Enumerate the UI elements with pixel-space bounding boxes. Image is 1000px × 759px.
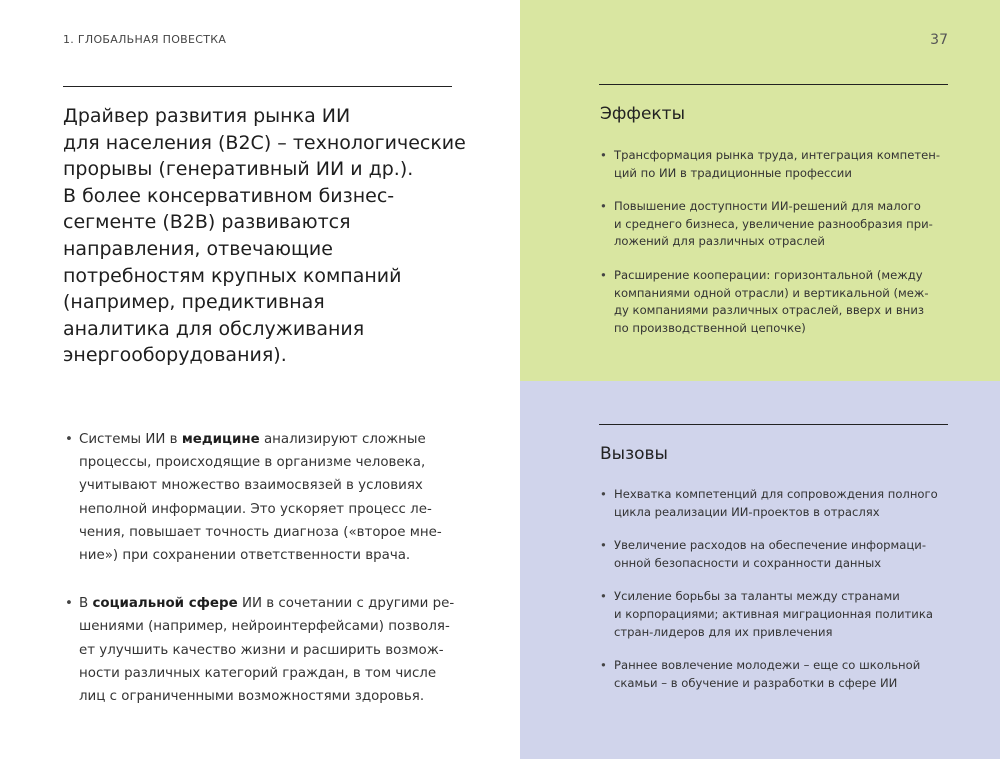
bullet-line: • Расширение кооперации: горизонтальной (между [614, 267, 923, 282]
effects-list [598, 147, 958, 353]
left-bullet-list [63, 428, 483, 733]
list-item [598, 198, 958, 251]
lead-line: аналитика для обслуживания [63, 317, 365, 340]
bullet-line: по производственной цепочке) [614, 320, 806, 335]
challenges-divider [599, 424, 948, 425]
bullet-first-line [79, 428, 483, 451]
lead-line: В более консервативном бизнес- [63, 184, 395, 207]
bullet-line: компаниями одной отрасли) и вертикальной (меж- [614, 285, 929, 300]
section-label: 1. ГЛОБАЛЬНАЯ ПОВЕСТКА [63, 33, 227, 46]
bullet-text: ИИ в сочетании с другими ре- [237, 596, 455, 612]
lead-line: сегменте (B2B) развиваются [63, 211, 351, 234]
lead-line: направления, отвечающие [63, 237, 333, 260]
lead-paragraph [63, 103, 493, 369]
bullet-text: В [79, 596, 93, 612]
bullet-line: • Трансформация рынка труда, интеграция компетен- [614, 148, 941, 162]
bullet-line: ций по ИИ в традиционные профессии [614, 165, 852, 180]
bullet-first-line [79, 592, 483, 615]
bullet-line: и среднего бизнеса, увеличение разнообразия при- [614, 216, 933, 231]
list-item [63, 592, 483, 708]
bullet-line: шениями (например, нейроинтерфейсами) позволя- [79, 619, 450, 635]
lead-line: Драйвер развития рынка ИИ [63, 105, 351, 127]
bullet-text: анализируют сложные [259, 432, 426, 447]
list-item [63, 428, 483, 567]
list-item [598, 486, 958, 521]
list-item [598, 147, 958, 182]
lead-line: потребностям крупных компаний [63, 264, 402, 287]
bullet-line: ние») при сохранении ответственности врача. [79, 548, 411, 564]
list-item [598, 657, 958, 692]
bullet-highlight: социальной сфере [92, 596, 238, 612]
bullet-text: Системы ИИ в [79, 432, 182, 447]
bullet-line: ду компаниями различных отраслей, вверх и вниз [614, 303, 925, 318]
bullet-line: процессы, происходящие в организме человека, [79, 455, 426, 471]
left-divider [63, 86, 452, 87]
bullet-line: • Раннее вовлечение молодежи – еще со школьной [614, 658, 921, 673]
bullet-line: и корпорациями; активная миграционная политика [614, 606, 933, 621]
bullet-line: • Нехватка компетенций для сопровождения полного [614, 487, 938, 501]
bullet-line: ет улучшить качество жизни и расширить возмож- [79, 642, 444, 658]
lead-line: прорывы (генеративный ИИ и др.). [63, 158, 414, 181]
bullet-line: учитывают множество взаимосвязей в условиях [79, 478, 423, 494]
effects-divider [599, 84, 948, 85]
bullet-line: онной безопасности и сохранности данных [614, 555, 882, 570]
lead-line: для населения (B2C) – технологические [63, 131, 466, 154]
bullet-line: • Усиление борьбы за таланты между странами [614, 589, 900, 604]
bullet-line: чения, повышает точность диагноза («второе мне- [79, 524, 442, 540]
page-number: 37 [930, 32, 948, 48]
challenges-title: Вызовы [600, 444, 668, 464]
bullet-line: скамьи – в обучение и разработки в сфере ИИ [614, 675, 898, 690]
lead-line: энергооборудования). [63, 344, 287, 367]
bullet-line: цикла реализации ИИ-проектов в отраслях [614, 504, 880, 519]
lead-line: (например, предиктивная [63, 291, 325, 314]
bullet-highlight: медицине [181, 432, 260, 447]
bullet-line: ложений для различных отраслей [614, 234, 825, 249]
bullet-line: • Повышение доступности ИИ-решений для малого [614, 199, 921, 214]
list-item [598, 267, 958, 337]
bullet-line: стран-лидеров для их привлечения [614, 624, 833, 639]
list-item [598, 537, 958, 572]
effects-title: Эффекты [600, 104, 685, 124]
challenges-list [598, 486, 958, 708]
bullet-line: ности различных категорий граждан, в том числе [79, 665, 437, 681]
bullet-line: • Увеличение расходов на обеспечение информаци- [614, 538, 927, 553]
bullet-line: неполной информации. Это ускоряет процесс ле- [79, 501, 432, 517]
bullet-line: лиц с ограниченными возможностями здоровья. [79, 689, 425, 705]
list-item [598, 588, 958, 641]
